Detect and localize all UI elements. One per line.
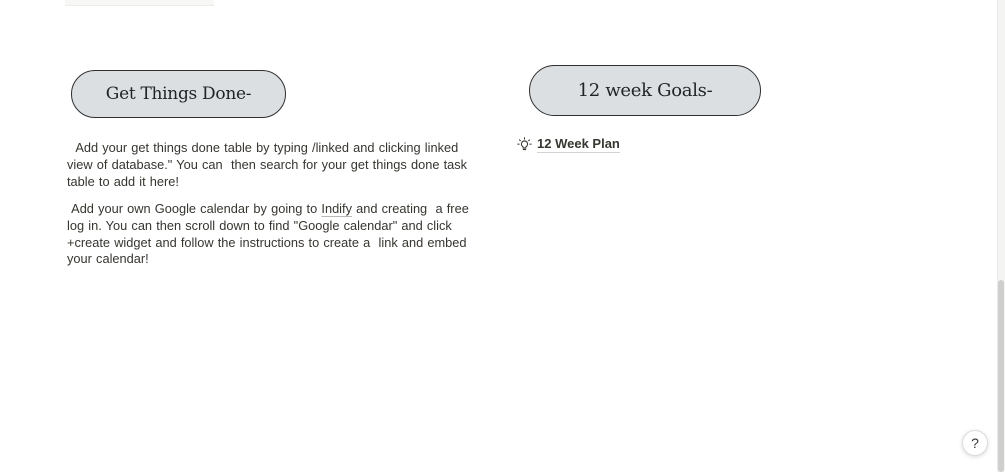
get-things-done-heading <box>71 70 286 118</box>
gtd-instructions-text: Add your get things done table by typing /linked and clicking linked view of database." You can then search for your get things done task table to add it here! <box>67 140 472 189</box>
get-things-done-title: Get Things Done- <box>105 84 252 104</box>
twelve-week-plan-page-link[interactable] <box>517 135 620 153</box>
calendar-text-after: and creating a free log in. You can then scroll down to find "Google calendar" and click +create widget and follow the instructions to create a link and embed your calendar! <box>67 201 473 267</box>
twelve-week-goals-title: 12 week Goals- <box>577 80 713 101</box>
calendar-text-before: Add your own Google calendar by going to <box>67 201 322 216</box>
twelve-week-goals-heading <box>529 65 761 116</box>
calendar-instructions-text <box>67 201 487 268</box>
scrollbar-thumb[interactable] <box>998 280 1004 472</box>
help-button[interactable] <box>962 430 988 456</box>
help-question-icon: ? <box>971 435 979 451</box>
top-block-edge <box>65 0 214 6</box>
indify-link[interactable]: Indify <box>321 201 352 216</box>
lightbulb-icon <box>517 137 532 152</box>
twelve-week-plan-label: 12 Week Plan <box>537 135 620 151</box>
